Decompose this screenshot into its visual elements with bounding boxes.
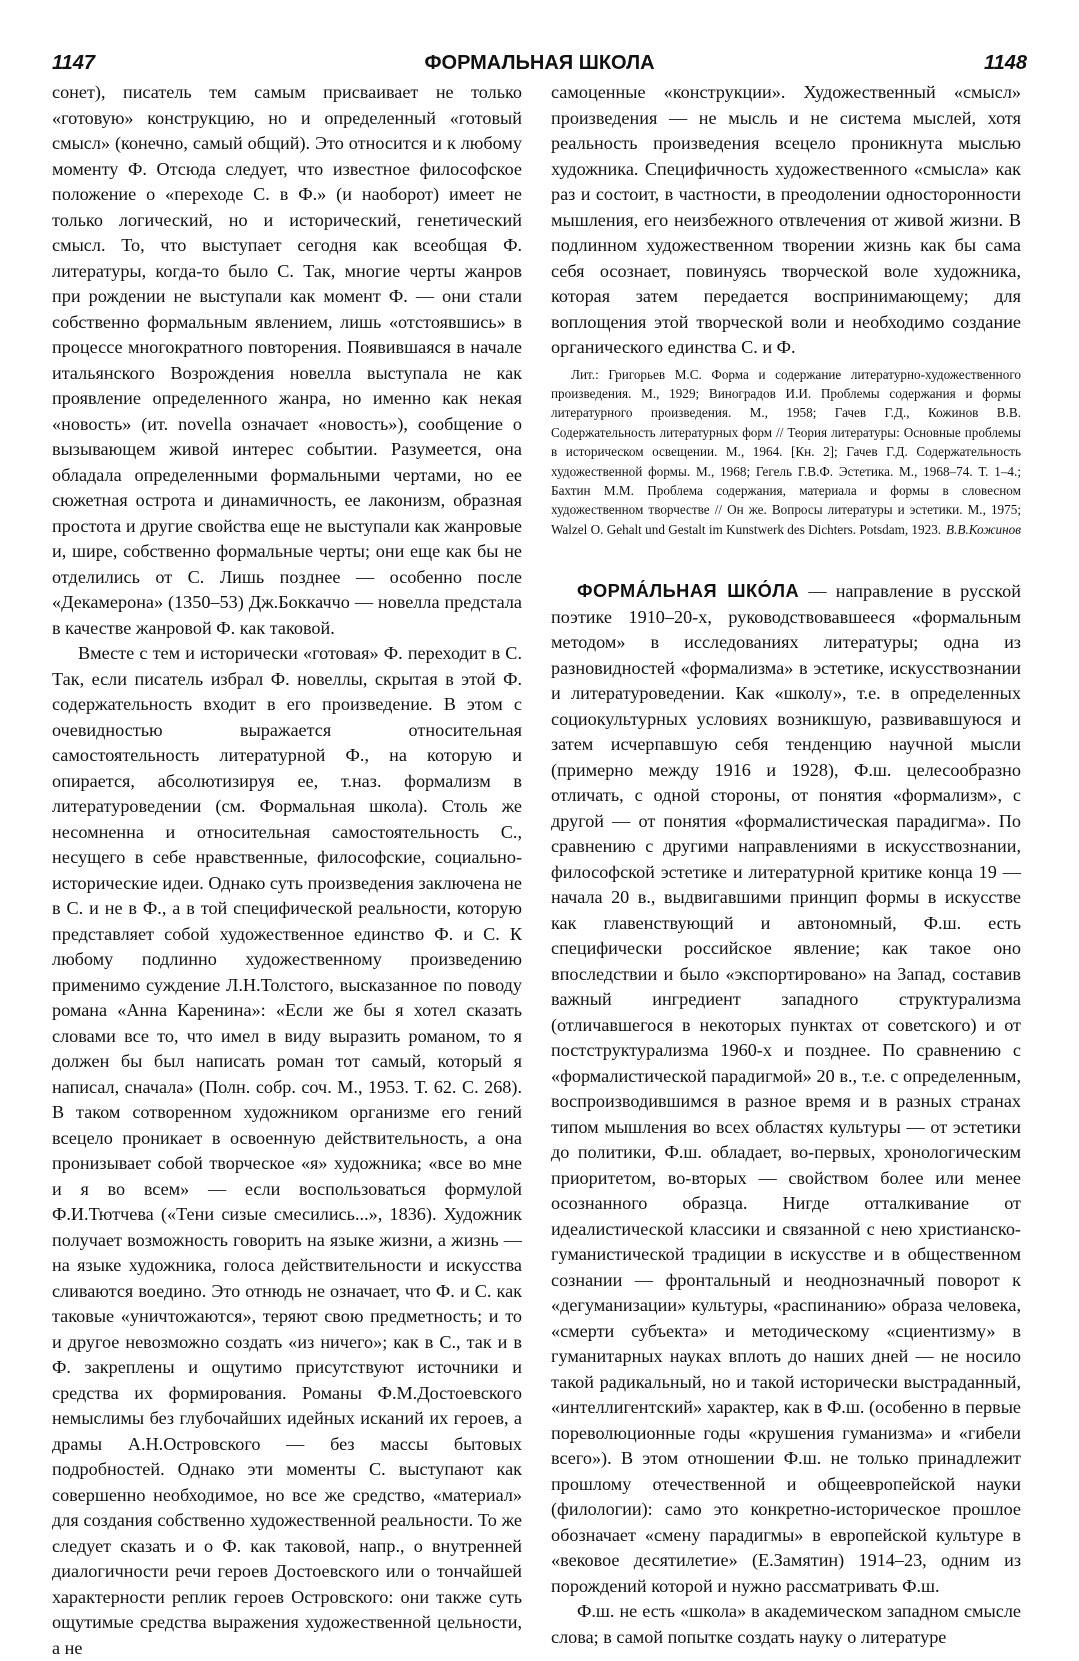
paragraph: самоценные «конструкции». Художественный «смысл» произведения — не мысль и не система мыслей, хотя реальность произведения всецело проникнута мыслью художника. Специфичность художественного «смысла» как раз и состоит, в частности, в преодолении односторонности мышления, его неизбежного отвлечения от живой жизни. В подлинном художественном творении жизнь как бы сама себя осознает, повинуясь творческой воле художника, которая затем передается воспринимающему; для воплощения этой творческой воли и необходимо создание органического единства С. и Ф. <box>551 82 1021 357</box>
paragraph: Ф.ш. не есть «школа» в академическом западном смысле слова; в самой попытке создать науку о литературе <box>551 1601 1021 1647</box>
literature-references <box>551 365 1021 540</box>
paragraph: Вместе с тем и исторически «готовая» Ф. переходит в С. Так, если писатель избрал Ф. новеллы, скрытая в этой Ф. содержательность входит в его произведение. В этом с очевидностью выражается относительная самостоятельность литературной Ф., на которую и опирается, абсолютизируя ее, т.наз. формализм в литературоведении (см. Формальная школа). Столь же несомненна и относительная самостоятельность С., несущего в себе нравственные, философские, социально-исторические идеи. Однако суть произведения заключена не в С. и не в Ф., а в той специфической реальности, которую представляет собой художественное единство Ф. и С. К любому подлинно художественному произведению применимо суждение Л.Н.Толстого, высказанное по поводу романа «Анна Каренина»: «Если же бы я хотел сказать словами все то, что имел в виду выразить романом, то я должен бы был написать роман тот самый, который я написал, сначала» (Полн. собр. соч. М., 1953. Т. 62. С. 268). В таком сотворенном художником организме его гений всецело проникает в освоенную действительность, а она пронизывает собой творческое «я» художника; «все во мне и я во всем» — если воспользоваться формулой Ф.И.Тютчева («Тени сизые смесились...», 1836). Художник получает возможность говорить на языке жизни, а жизнь — на языке художника, голоса действительности и искусства сливаются воедино. Это отнюдь не означает, что Ф. и С. как таковые «уничтожаются», теряют свою предметность; и то и другое невозможно создать «из ничего»; как в С., так и в Ф. закреплены и ощутимо присутствуют источники и средства их формирования. Романы Ф.М.Достоевского немыслимы без глубочайших идейных исканий их героев, а драмы А.Н.Островского — без массы бытовых подробностей. Однако эти моменты С. выступают как совершенно необходимое, но все же средство, «материал» для создания собственно художественной реальности. То же следует сказать и о Ф. как таковой, напр., о внутренней диалогичности речи героев Достоевского или о тончайшей характерности реплик героев Островского: они также суть ощутимые средства выражения художественной цельности, а не <box>52 643 522 1658</box>
page-number-left: 1147 <box>52 52 96 74</box>
page-header <box>52 52 1027 82</box>
paragraph: сонет), писатель тем самым присваивает не только «готовую» конструкцию, но и определенный «готовый смысл» (конечно, самый общий). Это относится и к любому моменту Ф. Отсюда следует, что известное философское положение о «переходе С. в Ф.» (и наоборот) имеет не только логический, но и исторический, генетический смысл. То, что выступает сегодня как всеобщая Ф. литературы, когда-то было С. Так, многие черты жанров при рождении не выступали как момент Ф. — они стали собственно формальным явлением, лишь «отстоявшись» в процессе многократного повторения. Появившаяся в начале итальянского Возрождения новелла выступала не как проявление определенного жанра, но именно как некая «новость» (ит. novella означает «новость»), сообщение о вызывающем живой интерес событии. Разумеется, она обладала определенными формальными чертами, но ее сюжетная острота и динамичность, ее лаконизм, образная простота и другие свойства еще не выступали как жанровые и, шире, собственно формальные черты; они еще как бы не отделились от С. Лишь позднее — особенно после «Декамерона» (1350–53) Дж.Боккаччо — новелла предстала в качестве жанровой Ф. как таковой. <box>52 82 522 638</box>
entry-heading: ФОРМА́ЛЬНАЯ ШКО́ЛА <box>577 581 800 602</box>
entry-body: — направление в русской поэтике 1910–20-х, руководствовавшееся «формальным методом» в исследованиях литературы; одна из разновидностей «формализма» в эстетике, искусствознании и литературоведении. Как «школу», т.е. в определенных социокультурных условиях возникшую, развивавшуюся и затем исчерпавшую себя тенденцию научной мысли (примерно между 1916 и 1928), Ф.ш. целесообразно отличать, с одной стороны, от понятия «формализм», с другой — от понятия «формалистическая парадигма». По сравнению с другими направлениями в искусствознании, философской эстетике и литературной критике конца 19 — начала 20 в., выдвигавшими принцип формы в искусстве как главенствующий и автономный, Ф.ш. есть специфически российское явление; как такое оно впоследствии и было «экспортировано» на Запад, составив важный ингредиент западного структурализма (отличавшегося в некоторых пунктах от советского) и от постструктурализма 1960-х и позднее. По сравнению с «формалистической парадигмой» 20 в., т.е. с определенным, воспроизводившимся в разное время и в разных странах типом мышления во всех областях культуры — от эстетики до политики, Ф.ш. обладает, во-первых, хронологическим приоритетом, во-вторых — свойством более или менее осознанного образца. Нигде отталкивание от идеалистической классики и связанной с нею христианско-гуманистической традиции в искусстве и в общественном сознании — фронтальный и неоднозначный поворот к «дегуманизации» культуры, «распинанию» образа человека, «смерти субъекта» и методическому «сциентизму» в гуманитарных науках вплоть до наших дней — не носило такой радикальный, но и такой исторически выстраданный, «интеллигентский» характер, как в Ф.ш. (особенно в первые пореволюционные годы «крушения гуманизма» и «гибели всего»). В этом отношении Ф.ш. не только принадлежит прошлому отечественной и общеевропейской науки (филологии): само это конкретно-историческое прошлое обозначает «смену парадигмы» в европейской культуре в «вековое десятилетие» (Е.Замятин) 1914–23, одним из порождений которой и нужно рассматривать Ф.ш. <box>551 581 1021 1596</box>
running-title: ФОРМАЛЬНАЯ ШКОЛА <box>424 52 655 74</box>
entry-paragraph <box>551 579 1021 1599</box>
left-column <box>52 80 522 1661</box>
right-column <box>551 80 1021 1650</box>
author-signature: В.В.Кожинов <box>946 521 1021 537</box>
page-number-right: 1148 <box>983 52 1027 74</box>
literature-text: Лит.: Григорьев М.С. Форма и содержание литературно-художественного произведения. М., 1929; Виноградов И.И. Проблемы содержания и формы литературного произведения. М., 1958; Гачев Г.Д., Кожинов В.В. Содержательность литературных форм // Теория литературы: Основные проблемы в историческом освещении. М., 1964. [Кн. 2]; Гачев Г.Д. Содержательность художественной формы. М., 1968; Гегель Г.В.Ф. Эстетика. М., 1968–74. Т. 1–4.; Бахтин М.М. Проблема содержания, материала и формы в словесном художественном творчестве // Он же. Вопросы литературы и эстетики. М., 1975; Walzel O. Gehalt und Gestalt im Kunstwerk des Dichters. Potsdam, 1923. <box>551 366 1021 537</box>
